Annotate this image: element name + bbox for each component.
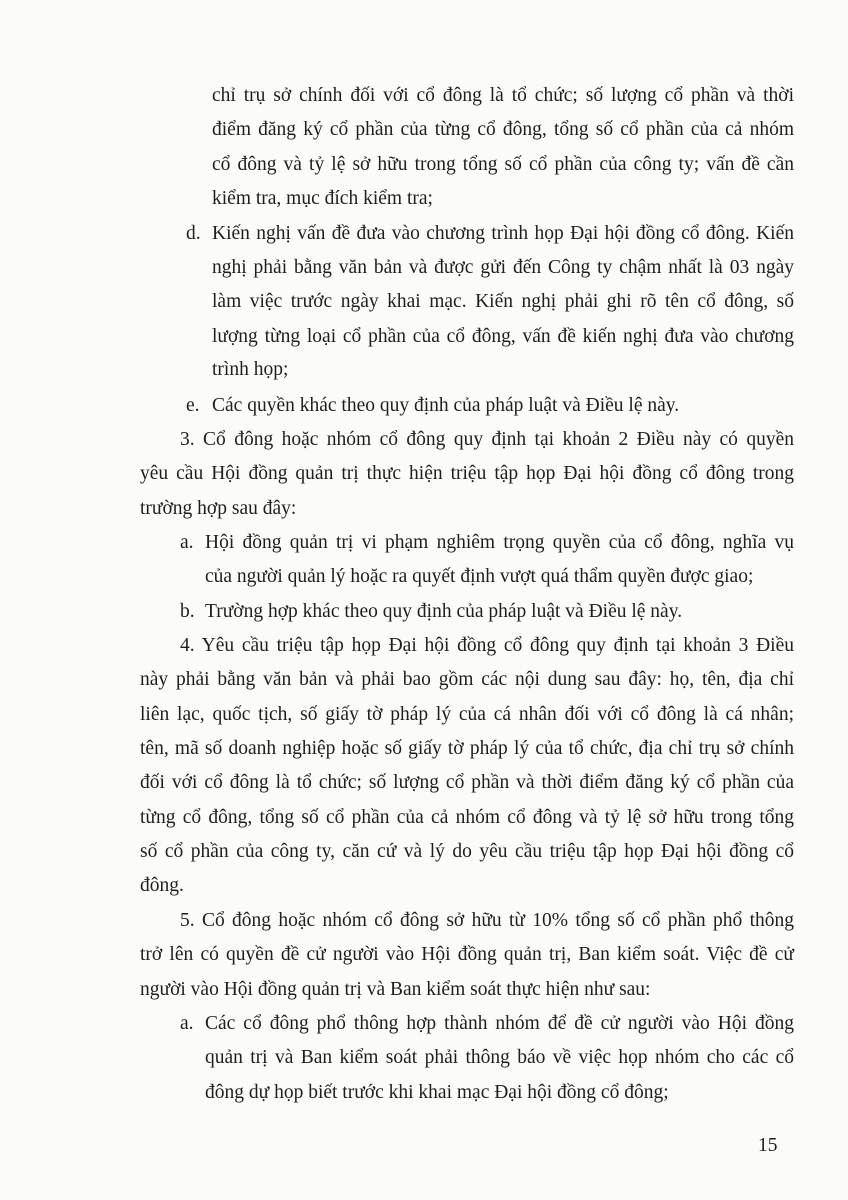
text-line: 3. Cổ đông hoặc nhóm cổ đông quy định tại khoản 2 Điều này có quyền [180, 429, 794, 450]
text-line: liên lạc, quốc tịch, số giấy tờ pháp lý của cá nhân đối với cổ đông là cá nhân; [140, 704, 794, 725]
text-line: lượng từng loại cổ phần của cổ đông, vấn đề kiến nghị đưa vào chương [212, 326, 794, 347]
text-line: này phải bằng văn bản và phải bao gồm các nội dung sau đây: họ, tên, địa chỉ [140, 669, 794, 690]
text-line: nghị phải bằng văn bản và được gửi đến Công ty chậm nhất là 03 ngày [212, 257, 794, 278]
text-line: 4. Yêu cầu triệu tập họp Đại hội đồng cổ đông quy định tại khoản 3 Điều [180, 635, 794, 656]
text-line: từng cổ đông, tổng số cổ phần của cả nhóm cổ đông và tỷ lệ sở hữu trong tổng [140, 807, 794, 828]
text-line: tên, mã số doanh nghiệp hoặc số giấy tờ pháp lý của tổ chức, địa chỉ trụ sở chính [140, 738, 794, 759]
text-line: điểm đăng ký cổ phần của từng cổ đông, tổng số cổ phần của cả nhóm [212, 119, 794, 140]
list-marker: e. [186, 395, 200, 416]
text-line: làm việc trước ngày khai mạc. Kiến nghị phải ghi rõ tên cổ đông, số [212, 291, 794, 312]
text-line: chỉ trụ sở chính đối với cổ đông là tổ chức; số lượng cổ phần và thời [212, 85, 794, 106]
list-marker: d. [186, 223, 201, 244]
text-line: trường hợp sau đây: [140, 498, 297, 519]
text-line: người vào Hội đồng quản trị và Ban kiểm soát thực hiện như sau: [140, 979, 651, 1000]
text-line: đông. [140, 875, 184, 896]
text-line: đối với cổ đông là tổ chức; số lượng cổ phần và thời điểm đăng ký cổ phần của [140, 772, 794, 793]
list-marker: a. [180, 1013, 194, 1034]
list-marker: a. [180, 532, 194, 553]
text-line: số cổ phần của công ty, căn cứ và lý do yêu cầu triệu tập họp Đại hội đồng cổ [140, 841, 794, 862]
list-marker: b. [180, 601, 195, 622]
text-line: trình họp; [212, 359, 289, 380]
text-line: Kiến nghị vấn đề đưa vào chương trình họp Đại hội đồng cổ đông. Kiến [212, 223, 794, 244]
text-line: kiểm tra, mục đích kiểm tra; [212, 188, 433, 209]
text-line: Hội đồng quản trị vi phạm nghiêm trọng quyền của cổ đông, nghĩa vụ [205, 532, 794, 553]
text-line: của người quản lý hoặc ra quyết định vượt quá thẩm quyền được giao; [205, 566, 754, 587]
text-line: cổ đông và tỷ lệ sở hữu trong tổng số cổ phần của công ty; vấn đề cần [212, 154, 794, 175]
text-line: yêu cầu Hội đồng quản trị thực hiện triệu tập họp Đại hội đồng cổ đông trong [140, 463, 794, 484]
text-line: Các cổ đông phổ thông hợp thành nhóm để đề cử người vào Hội đồng [205, 1013, 794, 1034]
text-line: đông dự họp biết trước khi khai mạc Đại hội đồng cổ đông; [205, 1082, 669, 1103]
text-line: trở lên có quyền đề cử người vào Hội đồng quản trị, Ban kiểm soát. Việc đề cử [140, 944, 794, 965]
text-line: quản trị và Ban kiểm soát phải thông báo về việc họp nhóm cho các cổ [205, 1047, 794, 1068]
page-number: 15 [758, 1135, 778, 1156]
text-line: Các quyền khác theo quy định của pháp luật và Điều lệ này. [212, 395, 680, 416]
text-line: 5. Cổ đông hoặc nhóm cổ đông sở hữu từ 10% tổng số cổ phần phổ thông [180, 910, 794, 931]
text-line: Trường hợp khác theo quy định của pháp luật và Điều lệ này. [205, 601, 683, 622]
